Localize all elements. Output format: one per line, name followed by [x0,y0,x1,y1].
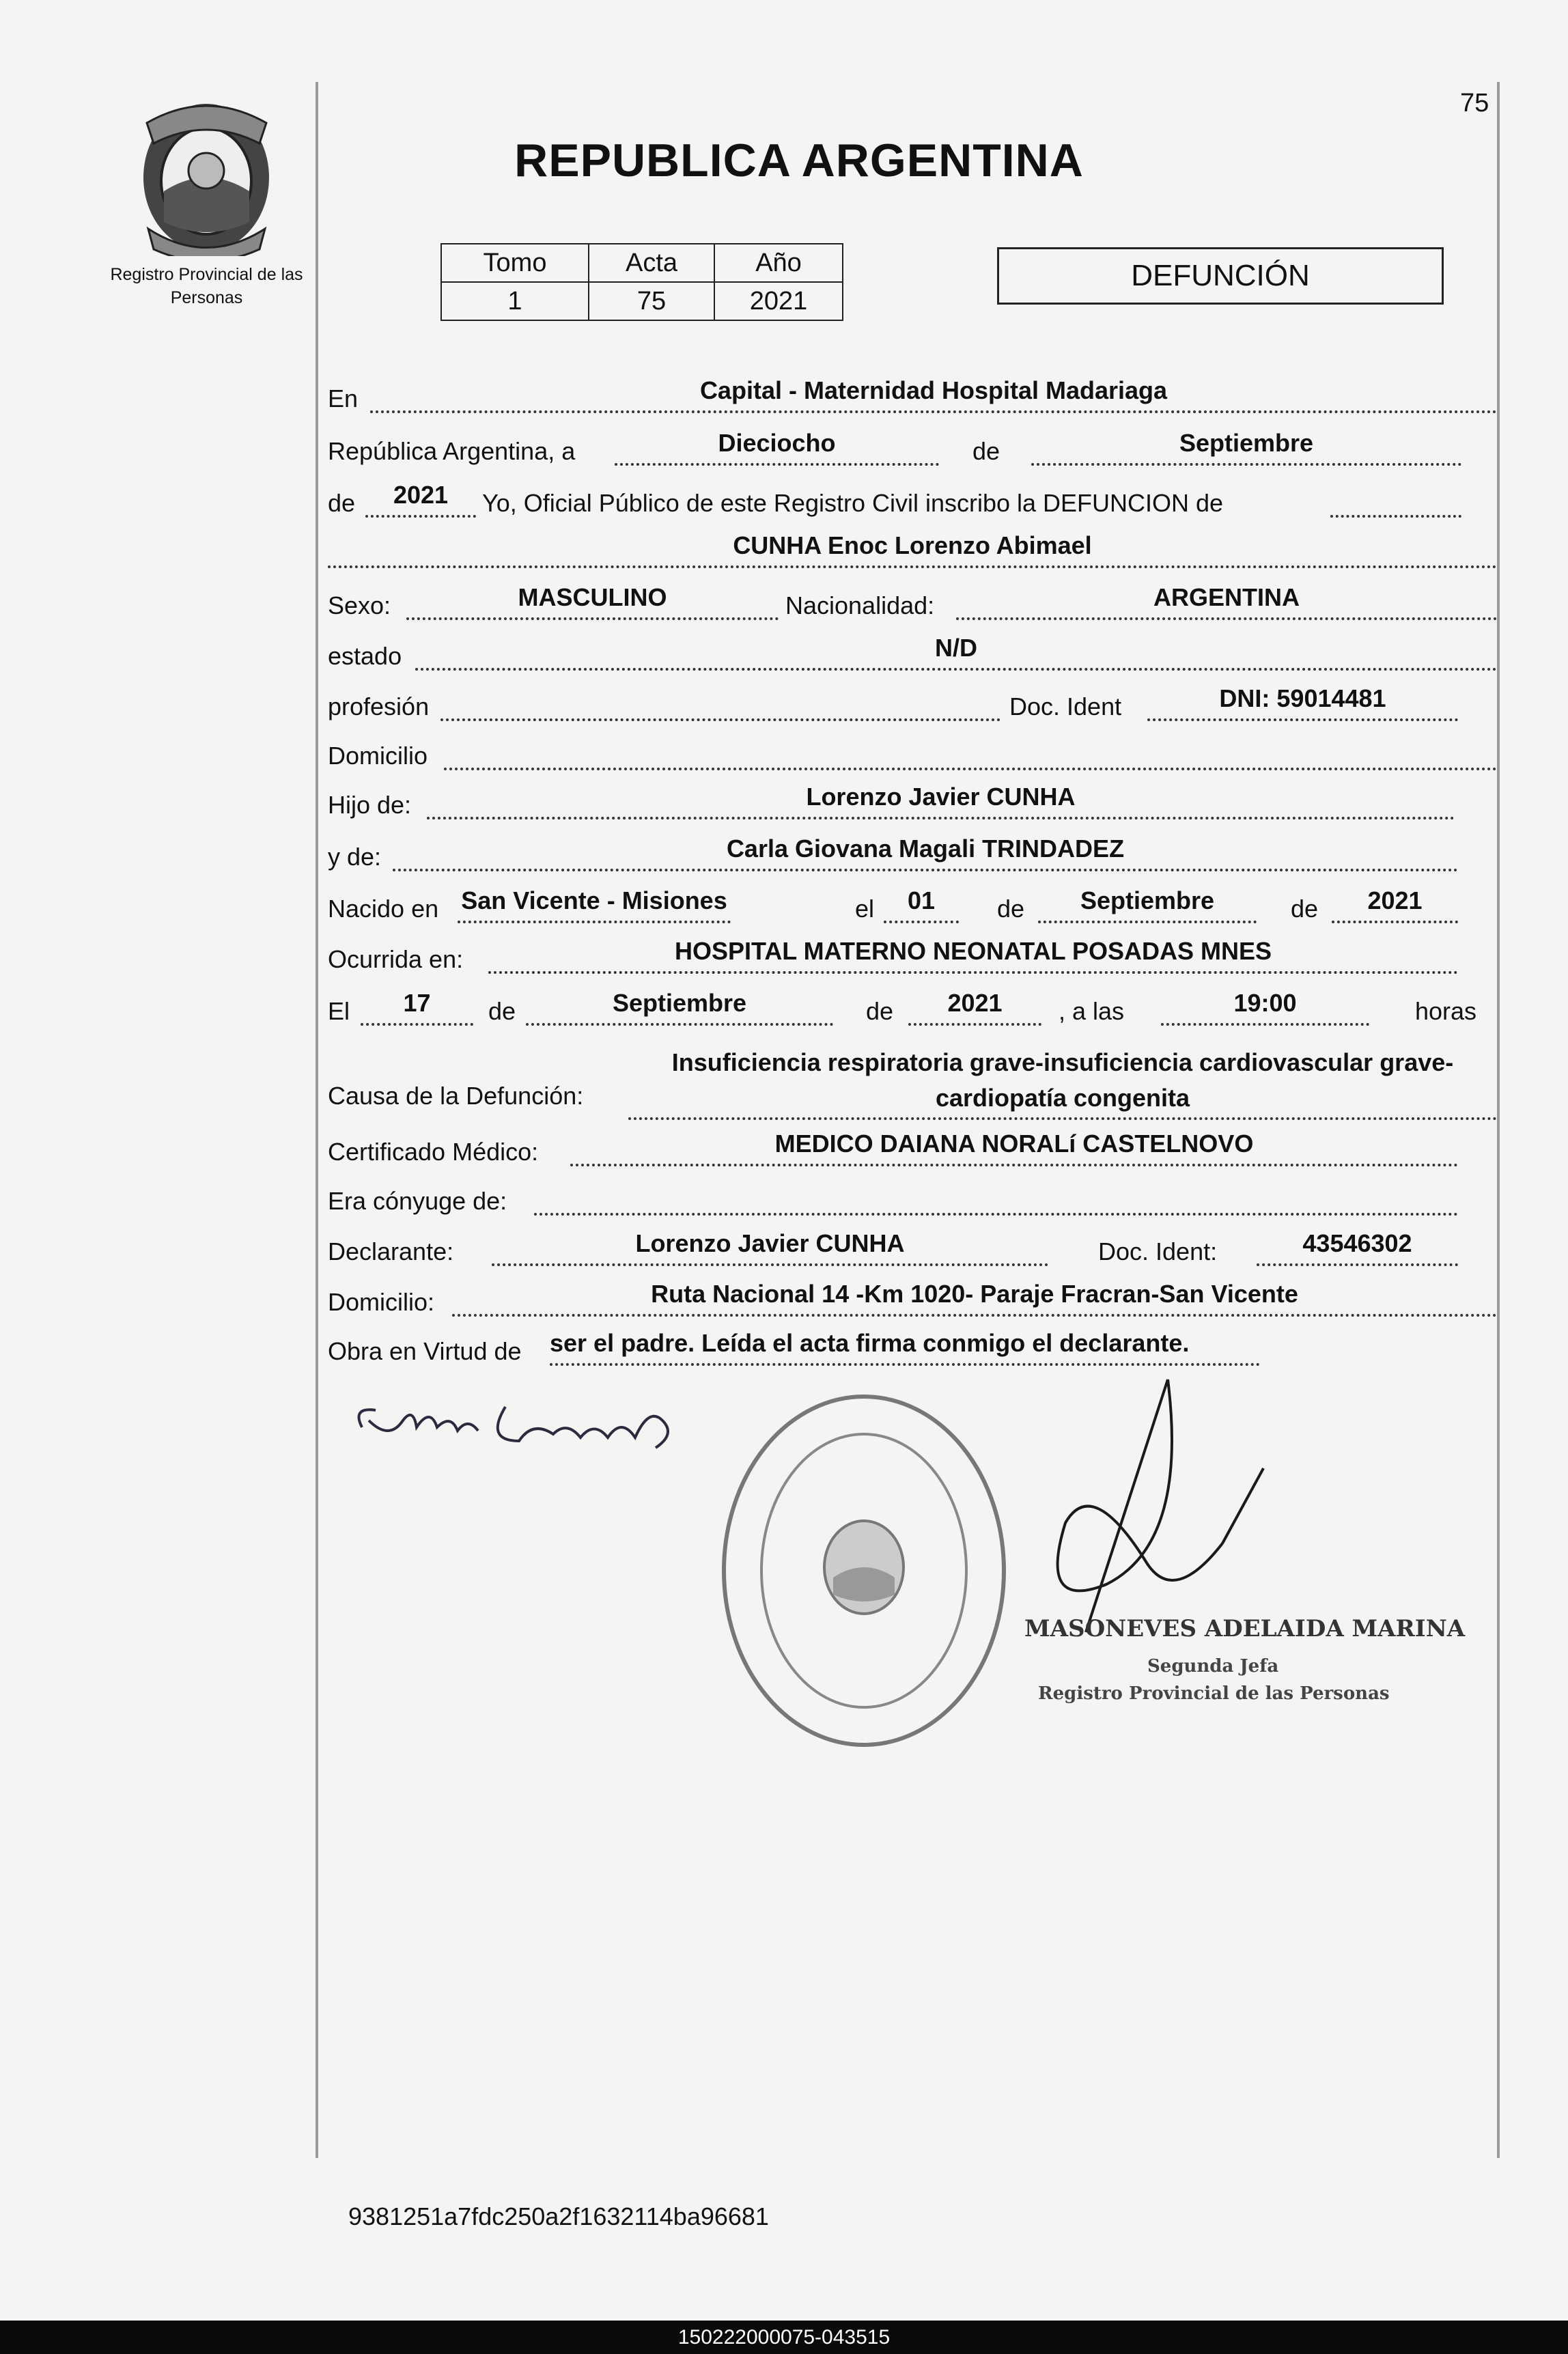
declarant-value: Lorenzo Javier CUNHA [635,1229,905,1257]
death-time-value: 19:00 [1233,989,1297,1017]
de-label-3: de [997,895,1025,923]
profession-field [440,679,1000,721]
de-label-1: de [972,437,1000,465]
deceased-name-value: CUNHA Enoc Lorenzo Abimael [733,531,1092,559]
row-address [328,723,1497,770]
row-sex-nationality [328,572,1497,620]
nationality-value: ARGENTINA [1153,583,1300,611]
row-date [328,418,1497,466]
row-cause [328,1045,1497,1120]
occurred-value: HOSPITAL MATERNO NEONATAL POSADAS MNES [674,937,1272,965]
declarant-doc-field [1257,1224,1458,1266]
declarant-signature [348,1379,703,1482]
mother-value: Carla Giovana Magali TRINDADEZ [726,835,1125,863]
sex-field [406,578,779,620]
doc-ident-label: Doc. Ident [1009,692,1122,720]
month-field [1031,423,1461,466]
doc-ident-field [1147,679,1458,721]
footer-code: 150222000075-043515 [677,2326,891,2349]
official-name: MASONEVES ADELAIDA MARINA [1024,1615,1466,1642]
birth-day-value: 01 [907,886,936,914]
registry-caption: Registro Provincial de las Personas [110,265,303,307]
birth-place-field [458,881,731,923]
spouse-label: Era cónyuge de: [328,1187,507,1215]
cause-field [628,1043,1497,1120]
row-certificate [328,1119,1497,1166]
document-hash: 9381251a7fdc250a2f1632114ba96681 [348,2202,769,2230]
at-label: , a las [1059,997,1125,1025]
el-cap-label: El [328,997,350,1025]
place-label: En [328,384,359,412]
day-field [615,423,939,466]
row-spouse [328,1168,1497,1216]
declarant-address-label: Domicilio: [328,1288,435,1316]
spouse-field [534,1173,1458,1216]
footer-code-bar [0,2321,1568,2354]
row-father [328,772,1497,819]
death-month-field [526,983,833,1026]
declarant-doc-label: Doc. Ident: [1098,1237,1218,1265]
mother-field [393,829,1458,871]
row-place [328,365,1497,413]
father-label: Hijo de: [328,791,412,819]
hours-label: horas [1415,997,1477,1025]
declarant-doc-value: 43546302 [1302,1229,1412,1257]
republic-label: República Argentina, a [328,437,576,465]
table-header-tomo: Tomo [441,244,589,282]
cause-value: Insuficiencia respiratoria grave-insuficiencia cardiovascular grave-cardiopatía congenita [671,1048,1454,1112]
death-month-value: Septiembre [612,989,747,1017]
sex-value: MASCULINO [518,583,667,611]
official-office: Registro Provincial de las Personas [1038,1683,1390,1704]
birth-year-value: 2021 [1367,886,1423,914]
page-title: REPUBLICA ARGENTINA [514,135,1084,186]
left-margin-line [316,82,318,2158]
de-label-6: de [866,997,894,1025]
row-occurred [328,926,1497,974]
virtue-field [550,1323,1260,1366]
official-stamp [717,1386,1011,1755]
row-mother [328,824,1497,871]
de-label-2: de [328,489,356,517]
table-cell-ano: 2021 [714,282,843,320]
virtue-value: ser el padre. Leída el acta firma conmigo el declarante. [550,1329,1190,1357]
nationality-label: Nacionalidad: [785,591,935,619]
deceased-name-field [328,526,1497,568]
birth-place-value: San Vicente - Misiones [461,886,727,914]
virtue-label: Obra en Virtud de [328,1337,522,1365]
row-virtue [328,1318,1497,1366]
place-field [370,371,1497,413]
year-value: 2021 [393,481,449,509]
row-statement [328,470,1497,518]
misiones-coat-of-arms-logo [133,96,280,256]
page-number: 75 [1460,89,1489,117]
declarant-address-value: Ruta Nacional 14 -Km 1020- Paraje Fracran-San Vicente [651,1280,1298,1308]
day-value: Dieciocho [718,429,836,457]
sex-label: Sexo: [328,591,391,619]
row-birth [328,875,1497,923]
de-label-4: de [1291,895,1319,923]
born-label: Nacido en [328,895,439,923]
table-cell-acta: 75 [589,282,714,320]
declarant-field [492,1224,1048,1266]
official-title: Segunda Jefa [1147,1656,1279,1677]
place-value: Capital - Maternidad Hospital Madariaga [699,376,1168,404]
address-label: Domicilio [328,742,428,770]
death-day-field [361,983,473,1026]
table-header-acta: Acta [589,244,714,282]
certificate-value: MEDICO DAIANA NORALí CASTELNOVO [774,1130,1254,1158]
row-declarant [328,1218,1497,1266]
death-day-value: 17 [403,989,431,1017]
marital-status-value: N/D [935,634,977,662]
row-profession-doc [328,673,1497,721]
nationality-field [956,578,1497,620]
profession-label: profesión [328,692,430,720]
mother-label: y de: [328,843,382,871]
certificate-label: Certificado Médico: [328,1138,539,1166]
row-marital-status [328,623,1497,671]
birth-month-value: Septiembre [1080,886,1215,914]
marital-status-field [415,628,1497,671]
occurred-field [488,931,1458,974]
father-value: Lorenzo Javier CUNHA [806,783,1076,811]
marital-status-label: estado [328,642,402,670]
el-label: el [855,895,875,923]
row-death-datetime [328,978,1497,1026]
cause-label: Causa de la Defunción: [328,1082,584,1110]
address-field [444,728,1497,770]
row-deceased-name [328,520,1497,568]
certificate-field [570,1124,1458,1166]
death-time-field [1161,983,1369,1026]
declarant-address-field [452,1274,1497,1317]
statement-trailing-field [1330,475,1461,518]
doc-ident-value: DNI: 59014481 [1219,684,1386,712]
death-year-value: 2021 [947,989,1003,1017]
right-margin-line [1497,82,1500,2158]
year-field [365,475,476,518]
occurred-label: Ocurrida en: [328,945,464,973]
month-value: Septiembre [1179,429,1314,457]
row-declarant-address [328,1269,1497,1317]
declarant-label: Declarante: [328,1237,454,1265]
document-type-box: DEFUNCIÓN [997,247,1444,305]
book-reference-table [440,243,843,321]
birth-day-field [884,881,959,923]
birth-year-field [1332,881,1458,923]
father-field [427,777,1455,819]
table-header-ano: Año [714,244,843,282]
de-label-5: de [488,997,516,1025]
statement-text: Yo, Oficial Público de este Registro Civil inscribo la DEFUNCION de [482,489,1224,517]
birth-month-field [1038,881,1257,923]
death-year-field [908,983,1041,1026]
table-cell-tomo: 1 [441,282,589,320]
